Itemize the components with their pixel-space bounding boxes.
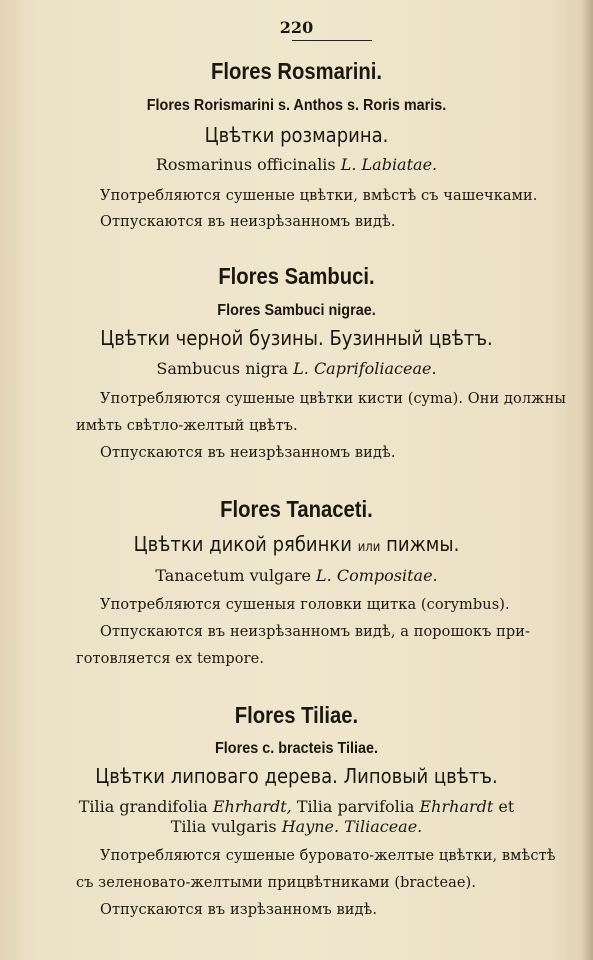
entry-russian-title: Цвѣтки розмарина. (204, 123, 389, 147)
entry-russian-title: Цвѣтки липоваго дерева. Липовый цвѣтъ. (95, 764, 498, 788)
entry-description-line: Употребляются сушеныя головки щитка (corymbus). (100, 597, 510, 613)
page-edge-shadow (581, 0, 593, 960)
russian-title-conjunction: или (357, 540, 381, 555)
entry-botanical-line (0, 797, 593, 816)
entry-latin-subtitle: Flores Sambuci nigrae. (217, 302, 376, 319)
entry-botanical-line (0, 817, 593, 836)
botanical-authority: L. Labiatae. (340, 155, 438, 174)
botanical-species: Tanacetum vulgare (155, 566, 311, 585)
botanical-authority: Ehrhardt, (212, 797, 292, 816)
botanical-authority: Hayne. Tiliaceae. (281, 817, 423, 836)
entry-dispensing-line: Отпускаются въ изрѣзанномъ видѣ. (100, 902, 378, 918)
botanical-species: Tilia grandifolia (78, 797, 208, 816)
entry-russian-title: Цвѣтки черной бузины. Бузинный цвѣтъ. (100, 326, 493, 350)
botanical-authority: L. Caprifoliaceae. (293, 359, 437, 378)
entry-botanical-name (0, 566, 593, 585)
entry-latin-title: Flores Rosmarini. (211, 58, 382, 84)
entry-description-line: съ зеленовато-желтыми прицвѣтниками (bracteae). (76, 875, 477, 891)
russian-title-main: Цвѣтки дикой рябинки (133, 532, 352, 556)
botanical-species: Tilia vulgaris (170, 817, 277, 836)
botanical-species: Tilia parvifolia (296, 797, 415, 816)
entry-dispensing-line: готовляется ex tempore. (76, 651, 265, 667)
botanical-species: Sambucus nigra (156, 359, 289, 378)
entry-latin-title: Flores Sambuci. (218, 263, 375, 289)
entry-latin-subtitle: Flores Rorismarini s. Anthos s. Roris maris. (146, 97, 447, 114)
entry-dispensing-line: Отпускаются въ неизрѣзанномъ видѣ, а порошокъ при- (100, 624, 531, 640)
page-number-rule (292, 40, 372, 41)
botanical-species: Rosmarinus officinalis (155, 155, 336, 174)
entry-botanical-name (0, 155, 593, 174)
russian-title-end: пижмы. (386, 532, 460, 556)
entry-latin-title: Flores Tiliae. (234, 702, 359, 728)
entry-dispensing-line: Отпускаются въ неизрѣзанномъ видѣ. (100, 214, 396, 230)
entry-russian-title (30, 532, 564, 556)
botanical-authority: L. Compositae. (316, 566, 438, 585)
entry-latin-subtitle: Flores c. bracteis Tiliae. (214, 740, 379, 757)
entry-description-line: Употребляются сушеные буровато-желтые цвѣтки, вмѣстѣ (100, 848, 556, 864)
entry-botanical-name (0, 359, 593, 378)
entry-latin-title: Flores Tanaceti. (220, 496, 373, 522)
entry-description-line: Употребляются сушеные цвѣтки, вмѣстѣ съ чашечками. (100, 188, 538, 204)
botanical-authority: Ehrhardt (419, 797, 494, 816)
botanical-conjunction: et (498, 797, 515, 816)
entry-description-line: имѣть свѣтло-желтый цвѣтъ. (76, 418, 298, 434)
entry-dispensing-line: Отпускаются въ неизрѣзанномъ видѣ. (100, 445, 396, 461)
page-number: 220 (279, 18, 314, 37)
entry-description-line: Употребляются сушеные цвѣтки кисти (cyma). Они должны (100, 391, 566, 407)
